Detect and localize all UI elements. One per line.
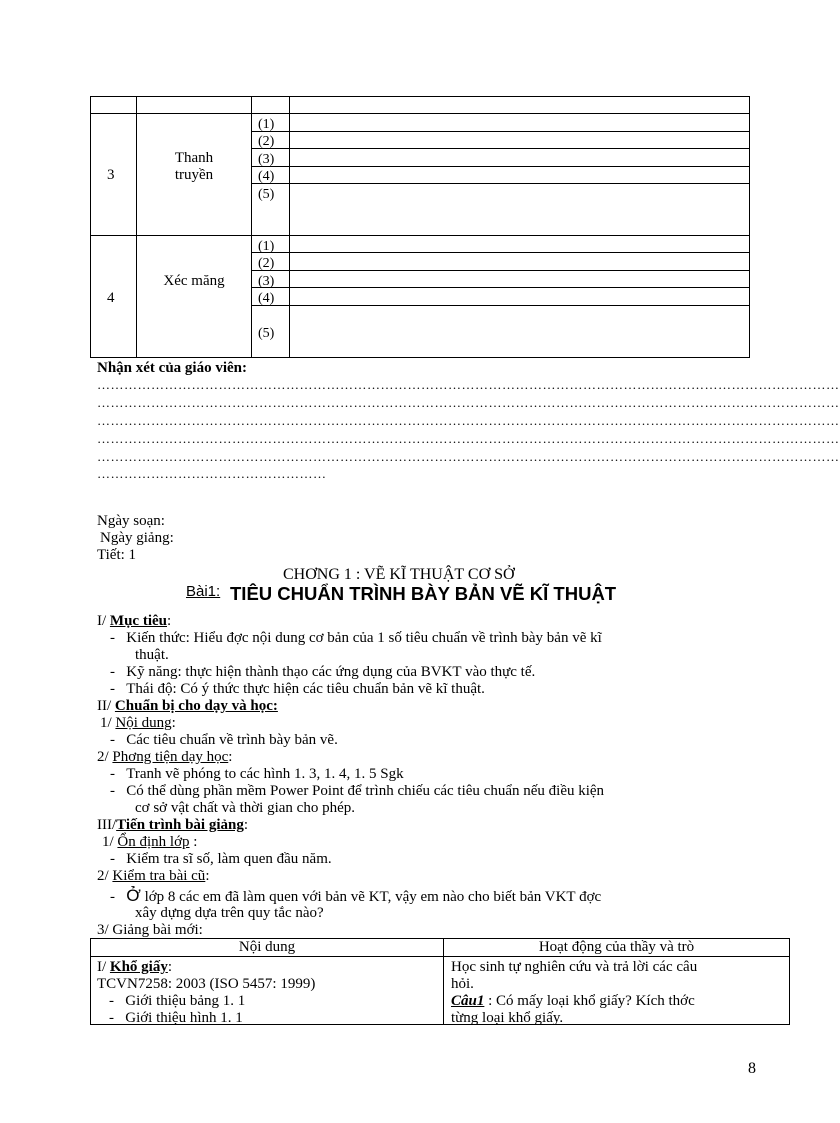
means-subheading: 2/ Phơng tiện dạy học: xyxy=(97,749,233,765)
row-number: 3 xyxy=(107,167,115,183)
dotted-line: ………………………………………………………………………………………………………………………………………………… xyxy=(97,431,840,446)
table-divider xyxy=(91,235,749,236)
step3-heading: 3/ Giảng bài mới: xyxy=(97,922,203,938)
list-item: - Kiến thức: Hiểu đợc nội dung cơ bản của 1 số tiêu chuẩn về trình bày bản vẽ kĩ xyxy=(110,630,602,646)
list-item: - Các tiêu chuẩn về trình bày bản vẽ. xyxy=(110,732,338,748)
period: Tiết: 1 xyxy=(97,547,137,563)
dotted-line: …………………………………………… xyxy=(97,466,327,481)
activity-text: Học sinh tự nghiên cứu và trả lời các câu xyxy=(451,959,698,975)
question-text: Câu1 : Có mấy loại khổ giấy? Kích thớc xyxy=(451,993,695,1009)
step1-heading: 1/ Ổn định lớp : xyxy=(102,834,198,850)
prep-date: Ngày soạn: xyxy=(97,513,165,529)
list-item: cơ sở vật chất và thời gian cho phép. xyxy=(135,800,355,816)
list-item: - Thái độ: Có ý thức thực hiện các tiêu chuẩn bản vẽ kĩ thuật. xyxy=(110,681,485,697)
list-item: - Tranh vẽ phóng to các hình 1. 3, 1. 4, 1. 5 Sgk xyxy=(110,766,404,782)
list-item: xây dựng dựa trên quy tắc nào? xyxy=(135,905,324,921)
list-item: - Giới thiệu bảng 1. 1 xyxy=(109,993,246,1009)
part-name: Xéc măng xyxy=(163,273,225,289)
table-divider xyxy=(251,97,252,357)
standard-text: TCVN7258: 2003 (ISO 5457: 1999) xyxy=(97,976,316,992)
list-item: - Ở lớp 8 các em đã làm quen với bản vẽ KT, vậy em nào cho biết bản VKT đợc xyxy=(110,886,602,905)
paper-size-heading: I/ Khổ giấy: xyxy=(97,959,173,975)
content-subheading: 1/ Nội dung: xyxy=(100,715,176,731)
parts-table xyxy=(90,96,750,358)
list-item: - Có thể dùng phần mềm Power Point để trình chiếu các tiêu chuẩn nếu điều kiện xyxy=(110,783,605,799)
list-item: - Giới thiệu hình 1. 1 xyxy=(109,1010,243,1026)
item-numbers: (1) (2) (3) (4) (5) xyxy=(258,117,275,202)
dotted-line: ………………………………………………………………………………………………………………………………………………… xyxy=(97,449,840,464)
table-divider xyxy=(91,956,789,957)
item-number: (5) xyxy=(258,326,275,341)
dotted-line: ………………………………………………………………………………………………………………………………………………… xyxy=(97,395,840,410)
procedure-heading: III/Tiến trình bài giảng: xyxy=(97,817,249,833)
list-item: thuật. xyxy=(135,647,169,663)
dotted-line: ………………………………………………………………………………………………………………………………………………… xyxy=(97,413,840,428)
step2-heading: 2/ Kiểm tra bài cũ: xyxy=(97,868,210,884)
part-name: Thanh truyền xyxy=(174,150,214,183)
question-text: từng loại khổ giấy. xyxy=(451,1010,564,1026)
list-item: - Kỹ năng: thực hiện thành thạo các ứng dụng của BVKT vào thực tế. xyxy=(110,664,536,680)
teach-date: Ngày giảng: xyxy=(100,530,174,546)
objectives-heading: I/ Mục tiêu: xyxy=(97,613,172,629)
page-number: 8 xyxy=(748,1060,756,1077)
preparation-heading: II/ Chuẩn bị cho dạy và học: xyxy=(97,698,278,714)
row-number: 4 xyxy=(107,290,115,306)
item-numbers: (1) (2) (3) (4) xyxy=(258,239,275,307)
column-header: Hoạt động của thầy và trò xyxy=(538,939,695,955)
list-item: - Kiểm tra sĩ số, làm quen đầu năm. xyxy=(110,851,332,867)
lesson-number: Bài1: xyxy=(186,583,221,600)
activity-text: hỏi. xyxy=(451,976,474,992)
dotted-line: ………………………………………………………………………………………………………………………………………………… xyxy=(97,377,840,392)
teacher-comment-title: Nhận xét của giáo viên: xyxy=(97,360,247,376)
table-divider xyxy=(136,97,137,357)
column-header: Nội dung xyxy=(238,939,296,955)
table-divider xyxy=(91,113,749,114)
table-divider xyxy=(289,97,290,357)
lesson-title: TIÊU CHUẨN TRÌNH BÀY BẢN VẼ KĨ THUẬT xyxy=(230,583,617,604)
content-table xyxy=(90,938,790,1025)
chapter-title: CHƠNG 1 : VẼ KĨ THUẬT CƠ SỞ xyxy=(283,566,515,583)
